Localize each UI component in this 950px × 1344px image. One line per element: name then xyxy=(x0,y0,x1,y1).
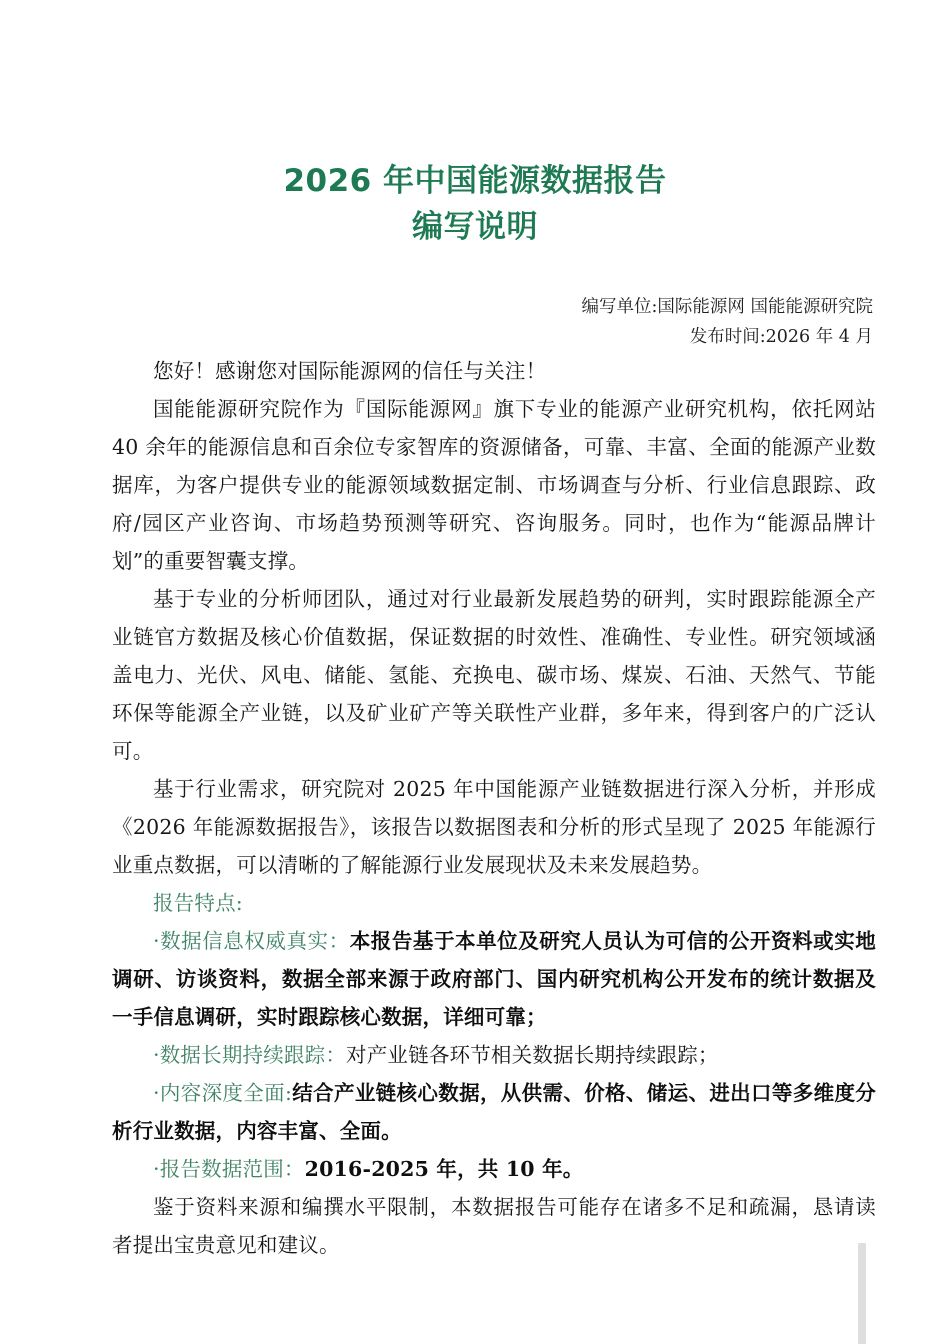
bullet-dot-icon: · xyxy=(153,929,160,953)
title-line-1: 2026 年中国能源数据报告 xyxy=(283,163,667,199)
feature-text-3: 结合产业链核心数据，从供需、价格、储运、进出口等多维度分析行业数据，内容丰富、全面。 xyxy=(112,1081,876,1143)
bullet-dot-icon: · xyxy=(153,1157,160,1181)
feature-separator-4: ： xyxy=(283,1157,305,1181)
feature-label-2: 数据长期持续跟踪 xyxy=(159,1043,326,1067)
paragraph-institute-intro: 国能能源研究院作为『国际能源网』旗下专业的能源产业研究机构，依托网站 40 余年的能源信息和百余位专家智库的资源储备，可靠、丰富、全面的能源产业数据库，为客户提供专业的能源领域数据定制、市场调查与分析、行业信息跟踪、政府/园区产业咨询、市场趋势预测等研究、咨询服务。同时，也作为“能源品牌计划”的重要智囊支撑。 xyxy=(112,397,876,573)
page-title xyxy=(0,158,950,250)
document-body xyxy=(112,352,876,1264)
byline-date: 发布时间:2026 年 4 月 xyxy=(689,327,873,347)
feature-label-1: 数据信息权威真实 xyxy=(159,929,329,953)
feature-separator-3: : xyxy=(285,1081,293,1105)
feature-text-1: 本报告基于本单位及研究人员认为可信的公开资料或实地调研、访谈资料，数据全部来源于政府部门、国内研究机构公开发布的统计数据及一手信息调研，实时跟踪核心数据，详细可靠； xyxy=(112,929,877,1029)
feature-separator-2: ： xyxy=(325,1043,347,1067)
feature-separator-1: ： xyxy=(328,929,350,953)
feature-item-4 xyxy=(112,1150,876,1188)
paragraph-analyst-team: 基于专业的分析师团队，通过对行业最新发展趋势的研判，实时跟踪能源全产业链官方数据及核心价值数据，保证数据的时效性、准确性、专业性。研究领域涵盖电力、光伏、风电、储能、氢能、充换电、碳市场、煤炭、石油、天然气、节能环保等能源全产业链，以及矿业矿产等关联性产业群，多年来，得到客户的广泛认可。 xyxy=(112,587,876,763)
title-line-2: 编写说明 xyxy=(412,209,538,245)
paragraph-greeting: 您好！感谢您对国际能源网的信任与关注！ xyxy=(153,359,547,383)
features-heading: 报告特点: xyxy=(153,891,243,915)
feature-item-1 xyxy=(112,922,876,1036)
byline xyxy=(353,292,873,352)
feature-text-2: 对产业链各环节相关数据长期持续跟踪； xyxy=(346,1043,719,1067)
feature-text-4: 2016-2025 年，共 10 年。 xyxy=(304,1157,584,1181)
page-edge-bar xyxy=(858,1243,866,1344)
byline-publisher: 编写单位:国际能源网 国能能源研究院 xyxy=(581,297,873,317)
paragraph-closing: 鉴于资料来源和编撰水平限制，本数据报告可能存在诸多不足和疏漏，恳请读者提出宝贵意见和建议。 xyxy=(112,1195,876,1257)
feature-label-4: 报告数据范围 xyxy=(159,1157,284,1181)
feature-item-3 xyxy=(112,1074,876,1150)
feature-item-2 xyxy=(112,1036,876,1074)
bullet-dot-icon: · xyxy=(153,1081,160,1105)
paragraph-report-scope: 基于行业需求，研究院对 2025 年中国能源产业链数据进行深入分析，并形成《2026 年能源数据报告》，该报告以数据图表和分析的形式呈现了 2025 年能源行业重点数据，可以清晰的了解能源行业发展现状及未来发展趋势。 xyxy=(112,777,876,877)
feature-label-3: 内容深度全面 xyxy=(159,1081,285,1105)
bullet-dot-icon: · xyxy=(153,1043,160,1067)
